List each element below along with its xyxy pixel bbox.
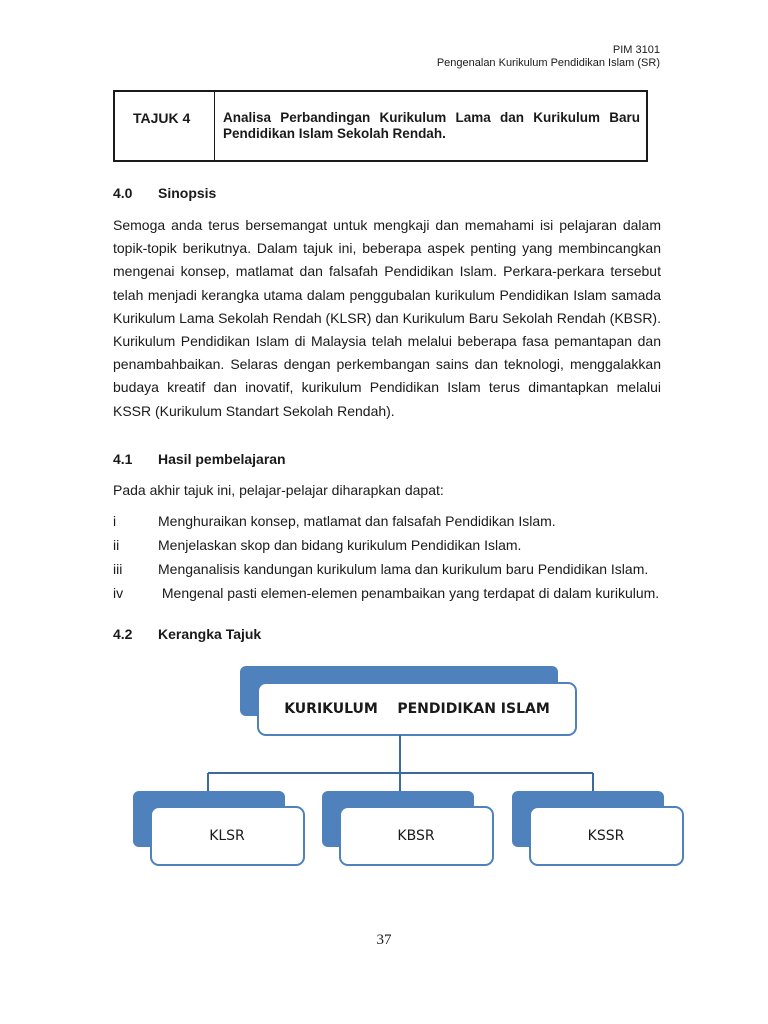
list-number: ii xyxy=(113,537,120,553)
synopsis-paragraph xyxy=(113,214,661,423)
child-label-kssr: KSSR xyxy=(587,828,625,844)
section-heading-synopsis xyxy=(113,185,216,201)
root-label: KURIKULUM PENDIDIKAN ISLAM xyxy=(284,701,550,717)
page-number: 37 xyxy=(376,932,392,948)
connector-lines xyxy=(208,735,593,791)
section-number: 4.0 xyxy=(113,185,133,201)
list-number: iv xyxy=(113,585,124,601)
section-title: Kerangka Tajuk xyxy=(158,626,262,642)
outcomes-list xyxy=(113,513,659,609)
section-title: Hasil pembelajaran xyxy=(158,451,286,467)
child-label-klsr: KLSR xyxy=(209,828,245,844)
course-code: PIM 3101 xyxy=(612,44,660,56)
outcomes-intro: Pada akhir tajuk ini, pelajar-pelajar diharapkan dapat: xyxy=(113,482,444,498)
list-text: Menghuraikan konsep, matlamat dan falsafah Pendidikan Islam. xyxy=(158,513,556,529)
section-title: Sinopsis xyxy=(158,185,217,201)
list-text: Mengenal pasti elemen-elemen penambaikan yang terdapat di dalam kurikulum. xyxy=(158,585,660,601)
topic-label: TAJUK 4 xyxy=(115,92,215,160)
child-label-kbsr: KBSR xyxy=(397,828,435,844)
list-number: iii xyxy=(113,561,123,577)
list-item xyxy=(113,585,659,609)
list-number: i xyxy=(113,513,117,529)
topic-title: Analisa Perbandingan Kurikulum Lama dan Kurikulum Baru Pendidikan Islam Sekolah Rendah. xyxy=(223,110,640,141)
running-header xyxy=(437,44,660,70)
list-text: Menganalisis kandungan kurikulum lama dan kurikulum baru Pendidikan Islam. xyxy=(158,561,649,577)
section-heading-outcomes xyxy=(113,451,286,467)
section-number: 4.1 xyxy=(113,451,133,467)
list-item xyxy=(113,561,659,585)
section-heading-framework xyxy=(113,626,261,642)
topic-title-box xyxy=(113,90,648,162)
synopsis-text: Semoga anda terus bersemangat untuk mengkaji dan memahami isi pelajaran dalam topik-topik berikutnya. Dalam tajuk ini, beberapa aspek penting yang membincangkan mengenai konsep, matlamat dan falsafah Pendidikan Islam. Perkara-perkara tersebut telah menjadi kerangka utama dalam penggubalan kurikulum Pendidikan Islam samada Kurikulum Lama Sekolah Rendah (KLSR) dan Kurikulum Baru Sekolah Rendah (KBSR). Kurikulum Pendidikan Islam di Malaysia telah melalui beberapa fasa pemantapan dan penambahbaikan. Selaras dengan perkembangan sains dan teknologi, menggalakkan budaya kreatif dan inovatif, kurikulum Pendidikan Islam terus dimantapkan melalui KSSR (Kurikulum Standart Sekolah Rendah). xyxy=(113,217,661,419)
framework-diagram xyxy=(0,660,768,880)
list-item xyxy=(113,537,659,561)
course-title: Pengenalan Kurikulum Pendidikan Islam (SR) xyxy=(436,57,660,69)
section-number: 4.2 xyxy=(113,626,133,642)
list-text: Menjelaskan skop dan bidang kurikulum Pendidikan Islam. xyxy=(158,537,522,553)
list-item xyxy=(113,513,659,537)
